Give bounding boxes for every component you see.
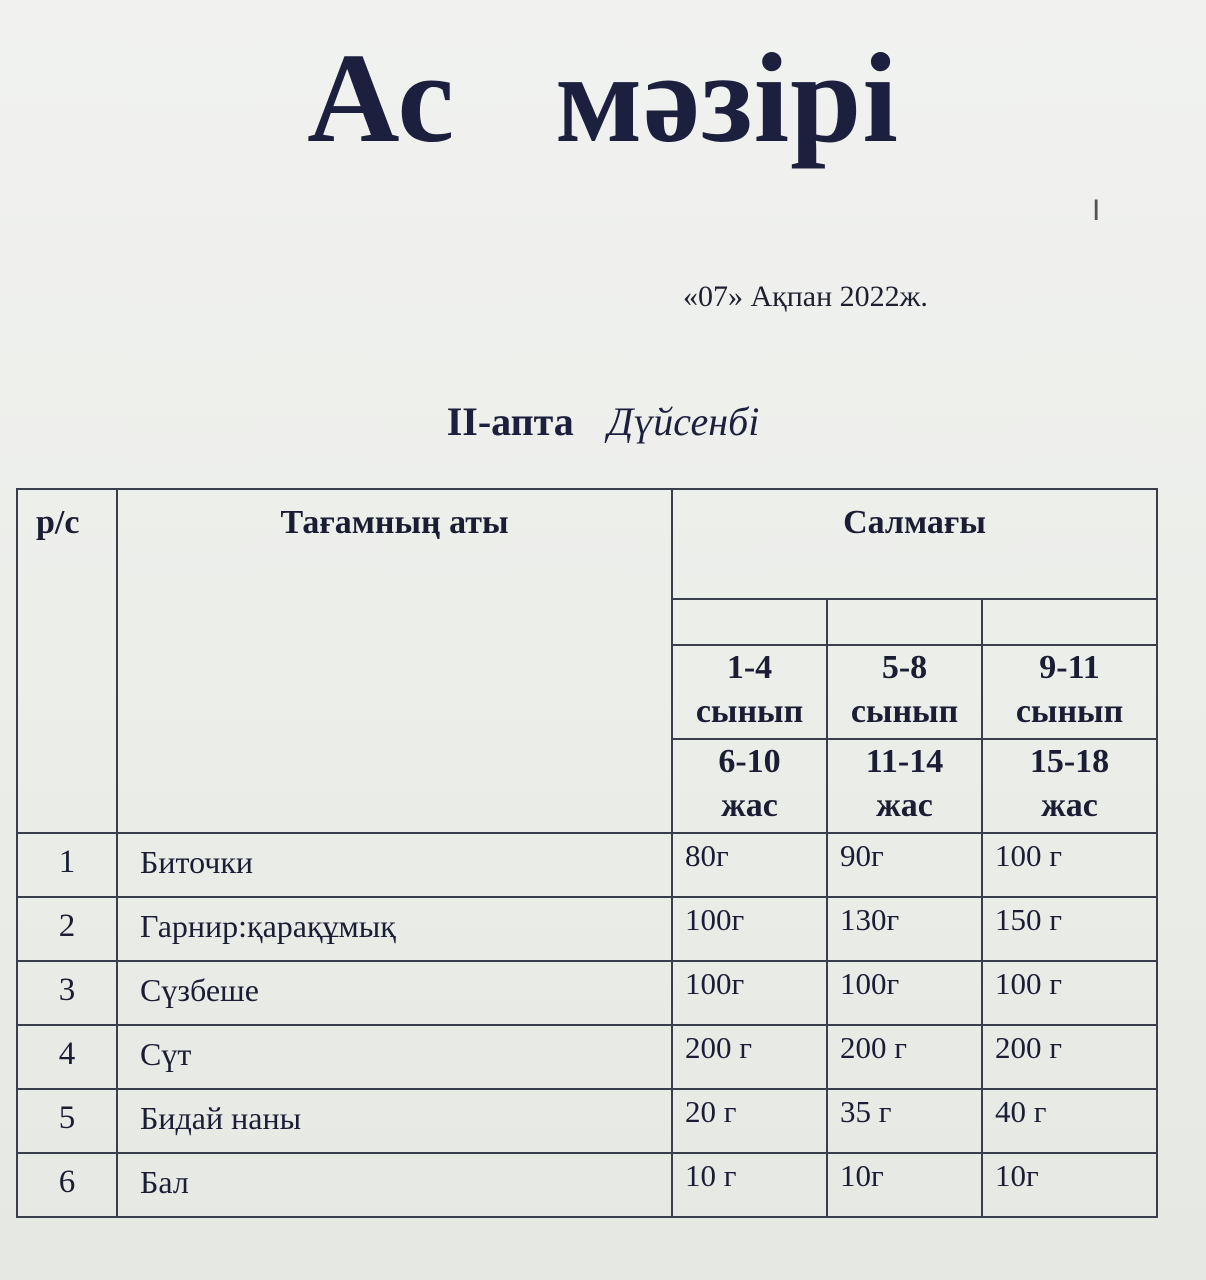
grade-range: 5-8 [881, 649, 928, 686]
row-number: 6 [17, 1153, 117, 1217]
header-spacer-cell [827, 599, 982, 645]
age-cell-3 [982, 739, 1157, 833]
grade-cell-2 [827, 645, 982, 739]
food-name: Сүзбеше [117, 961, 672, 1025]
title-word-1: Ас [307, 27, 456, 169]
weight-grade-1-4: 200 г [672, 1025, 827, 1089]
age-word: жас [876, 787, 933, 824]
age-cell-2 [827, 739, 982, 833]
week-label: ІІ-апта [446, 399, 574, 444]
age-range: 11-14 [865, 743, 944, 780]
weight-grade-9-11: 100 г [982, 833, 1157, 897]
age-range: 15-18 [1029, 743, 1110, 780]
weight-grade-5-8: 35 г [827, 1089, 982, 1153]
age-range: 6-10 [718, 743, 781, 780]
food-name: Бал [117, 1153, 672, 1217]
weight-grade-1-4: 80г [672, 833, 827, 897]
weight-grade-9-11: 10г [982, 1153, 1157, 1217]
age-word: жас [721, 787, 778, 824]
header-weight: Салмағы [672, 489, 1157, 599]
day-label: Дүйсенбі [607, 399, 760, 444]
weight-grade-9-11: 200 г [982, 1025, 1157, 1089]
table-row [17, 897, 1157, 961]
weight-grade-1-4: 20 г [672, 1089, 827, 1153]
grade-cell-1 [672, 645, 827, 739]
menu-subtitle [0, 398, 1206, 445]
page-title [0, 18, 1206, 178]
row-number: 1 [17, 833, 117, 897]
header-rc: р/с [17, 489, 117, 833]
header-spacer-cell [672, 599, 827, 645]
row-number: 4 [17, 1025, 117, 1089]
text-cursor-icon: I [1092, 194, 1101, 227]
weight-grade-5-8: 130г [827, 897, 982, 961]
weight-grade-1-4: 100г [672, 961, 827, 1025]
food-name: Гарнир:қарақұмық [117, 897, 672, 961]
header-row [17, 489, 1157, 599]
weight-grade-1-4: 100г [672, 897, 827, 961]
menu-date: «07» Ақпан 2022ж. [683, 280, 928, 313]
row-number: 5 [17, 1089, 117, 1153]
grade-word: сынып [1015, 693, 1124, 730]
grade-range: 9-11 [1039, 649, 1100, 686]
weight-grade-5-8: 10г [827, 1153, 982, 1217]
weight-grade-1-4: 10 г [672, 1153, 827, 1217]
table-row [17, 1153, 1157, 1217]
weight-grade-5-8: 100г [827, 961, 982, 1025]
menu-table [16, 488, 1158, 1218]
weight-grade-5-8: 200 г [827, 1025, 982, 1089]
grade-cell-3 [982, 645, 1157, 739]
row-number: 3 [17, 961, 117, 1025]
table-row [17, 961, 1157, 1025]
food-name: Бидай наны [117, 1089, 672, 1153]
header-spacer-cell [982, 599, 1157, 645]
weight-grade-5-8: 90г [827, 833, 982, 897]
table-row [17, 1025, 1157, 1089]
grade-word: сынып [695, 693, 804, 730]
grade-word: сынып [850, 693, 959, 730]
title-word-2: мәзірі [555, 27, 899, 169]
table-row [17, 1089, 1157, 1153]
weight-grade-9-11: 40 г [982, 1089, 1157, 1153]
header-food-name: Тағамның аты [117, 489, 672, 833]
table-row [17, 833, 1157, 897]
age-word: жас [1041, 787, 1098, 824]
row-number: 2 [17, 897, 117, 961]
grade-range: 1-4 [726, 649, 773, 686]
food-name: Биточки [117, 833, 672, 897]
food-name: Сүт [117, 1025, 672, 1089]
weight-grade-9-11: 150 г [982, 897, 1157, 961]
age-cell-1 [672, 739, 827, 833]
weight-grade-9-11: 100 г [982, 961, 1157, 1025]
